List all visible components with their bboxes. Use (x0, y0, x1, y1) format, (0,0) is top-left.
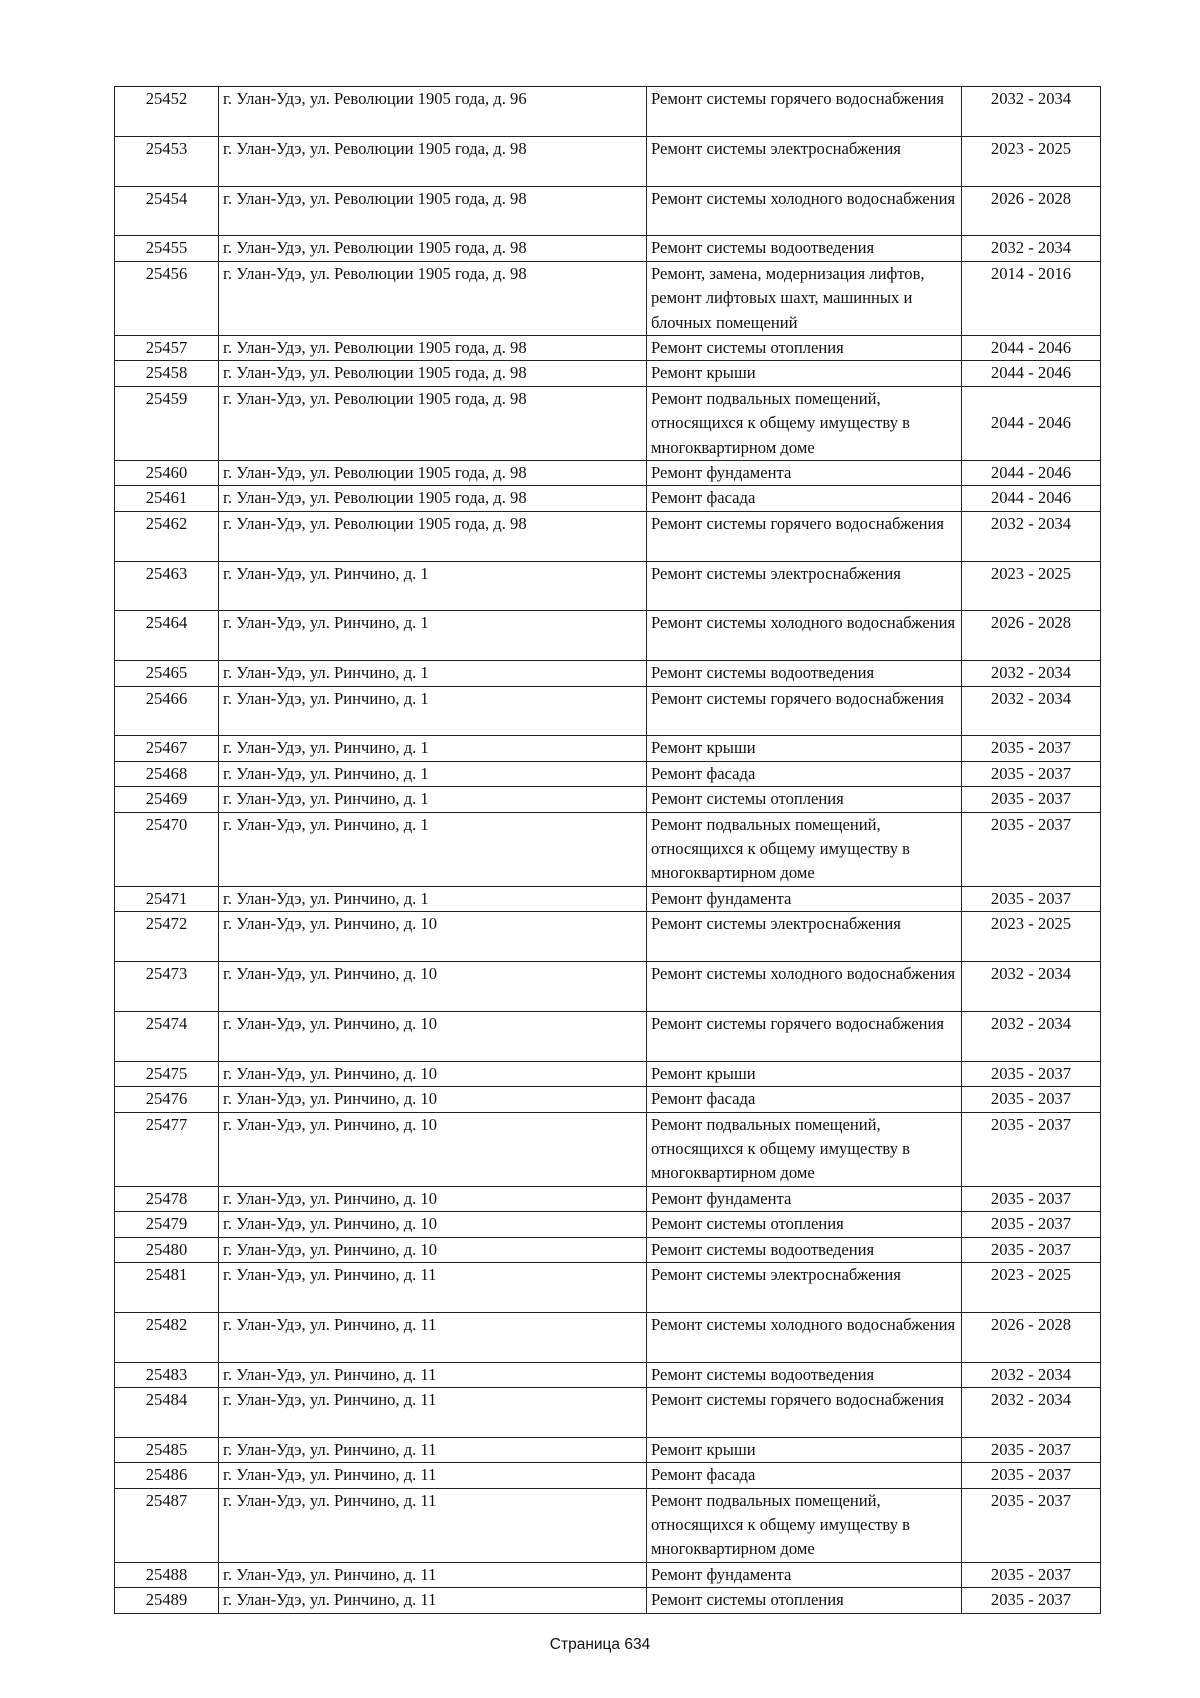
table-row (115, 1186, 1101, 1211)
row-work-cell: Ремонт системы холодного водоснабжения (647, 186, 962, 236)
row-work-cell: Ремонт фундамента (647, 1186, 962, 1211)
row-period-cell: 2035 - 2037 (962, 1112, 1101, 1186)
row-address-cell: г. Улан-Удэ, ул. Ринчино, д. 10 (219, 1087, 647, 1112)
row-address-cell: г. Улан-Удэ, ул. Ринчино, д. 1 (219, 661, 647, 686)
row-period-cell: 2023 - 2025 (962, 912, 1101, 962)
row-address-cell: г. Улан-Удэ, ул. Революции 1905 года, д. 96 (219, 87, 647, 137)
row-address-cell: г. Улан-Удэ, ул. Ринчино, д. 10 (219, 1061, 647, 1086)
table-row (115, 1562, 1101, 1587)
row-work-cell: Ремонт системы отопления (647, 1212, 962, 1237)
row-address-cell: г. Улан-Удэ, ул. Ринчино, д. 10 (219, 912, 647, 962)
row-address-cell: г. Улан-Удэ, ул. Ринчино, д. 11 (219, 1463, 647, 1488)
row-work-cell: Ремонт системы отопления (647, 787, 962, 812)
table-row (115, 611, 1101, 661)
row-address-cell: г. Улан-Удэ, ул. Ринчино, д. 1 (219, 761, 647, 786)
page-number: Страница 634 (549, 1636, 651, 1653)
row-period-cell: 2044 - 2046 (962, 386, 1101, 460)
row-period-cell: 2032 - 2034 (962, 87, 1101, 137)
row-period-cell: 2035 - 2037 (962, 1061, 1101, 1086)
row-period-cell: 2035 - 2037 (962, 1463, 1101, 1488)
row-period-cell: 2023 - 2025 (962, 561, 1101, 611)
row-address-cell: г. Улан-Удэ, ул. Революции 1905 года, д. 98 (219, 386, 647, 460)
row-period-cell: 2032 - 2034 (962, 511, 1101, 561)
row-period-cell: 2035 - 2037 (962, 1437, 1101, 1462)
table-row (115, 361, 1101, 386)
table-row (115, 661, 1101, 686)
row-work-cell: Ремонт подвальных помещений, относящихся к общему имуществу в многоквартирном доме (647, 1488, 962, 1562)
row-address-cell: г. Улан-Удэ, ул. Ринчино, д. 11 (219, 1362, 647, 1387)
row-id-cell: 25488 (115, 1562, 219, 1587)
row-id-cell: 25458 (115, 361, 219, 386)
row-period-cell: 2035 - 2037 (962, 1588, 1101, 1613)
row-id-cell: 25460 (115, 461, 219, 486)
row-period-cell: 2035 - 2037 (962, 1488, 1101, 1562)
row-period-cell: 2023 - 2025 (962, 136, 1101, 186)
table-row (115, 1437, 1101, 1462)
row-address-cell: г. Улан-Удэ, ул. Революции 1905 года, д. 98 (219, 186, 647, 236)
table-row (115, 1237, 1101, 1262)
row-address-cell: г. Улан-Удэ, ул. Ринчино, д. 1 (219, 787, 647, 812)
row-period-cell: 2035 - 2037 (962, 761, 1101, 786)
table-row (115, 511, 1101, 561)
table-row (115, 1588, 1101, 1613)
row-address-cell: г. Улан-Удэ, ул. Ринчино, д. 1 (219, 611, 647, 661)
row-address-cell: г. Улан-Удэ, ул. Ринчино, д. 10 (219, 1011, 647, 1061)
table-row (115, 1112, 1101, 1186)
row-address-cell: г. Улан-Удэ, ул. Революции 1905 года, д. 98 (219, 361, 647, 386)
table-row (115, 1011, 1101, 1061)
row-work-cell: Ремонт системы отопления (647, 336, 962, 361)
table-row (115, 787, 1101, 812)
row-id-cell: 25470 (115, 812, 219, 886)
row-id-cell: 25480 (115, 1237, 219, 1262)
row-period-cell: 2026 - 2028 (962, 1312, 1101, 1362)
row-address-cell: г. Улан-Удэ, ул. Революции 1905 года, д. 98 (219, 486, 647, 511)
row-work-cell: Ремонт системы горячего водоснабжения (647, 1011, 962, 1061)
row-address-cell: г. Улан-Удэ, ул. Ринчино, д. 11 (219, 1488, 647, 1562)
row-id-cell: 25457 (115, 336, 219, 361)
row-period-cell: 2035 - 2037 (962, 736, 1101, 761)
table-row (115, 336, 1101, 361)
row-address-cell: г. Улан-Удэ, ул. Ринчино, д. 1 (219, 686, 647, 736)
row-id-cell: 25463 (115, 561, 219, 611)
row-work-cell: Ремонт фундамента (647, 461, 962, 486)
row-work-cell: Ремонт подвальных помещений, относящихся к общему имуществу в многоквартирном доме (647, 812, 962, 886)
row-id-cell: 25462 (115, 511, 219, 561)
row-id-cell: 25489 (115, 1588, 219, 1613)
row-work-cell: Ремонт фасада (647, 1087, 962, 1112)
row-id-cell: 25464 (115, 611, 219, 661)
row-work-cell: Ремонт подвальных помещений, относящихся к общему имуществу в многоквартирном доме (647, 386, 962, 460)
row-address-cell: г. Улан-Удэ, ул. Революции 1905 года, д. 98 (219, 511, 647, 561)
table-row (115, 561, 1101, 611)
row-period-cell: 2044 - 2046 (962, 486, 1101, 511)
row-work-cell: Ремонт системы водоотведения (647, 661, 962, 686)
table-row (115, 1362, 1101, 1387)
row-period-cell: 2035 - 2037 (962, 1562, 1101, 1587)
row-period-cell: 2035 - 2037 (962, 787, 1101, 812)
row-id-cell: 25479 (115, 1212, 219, 1237)
row-id-cell: 25477 (115, 1112, 219, 1186)
row-id-cell: 25485 (115, 1437, 219, 1462)
row-period-cell: 2032 - 2034 (962, 686, 1101, 736)
row-id-cell: 25456 (115, 261, 219, 335)
row-work-cell: Ремонт системы горячего водоснабжения (647, 511, 962, 561)
row-id-cell: 25469 (115, 787, 219, 812)
table-row (115, 912, 1101, 962)
row-work-cell: Ремонт системы отопления (647, 1588, 962, 1613)
row-work-cell: Ремонт фасада (647, 486, 962, 511)
row-period-cell: 2032 - 2034 (962, 1011, 1101, 1061)
row-work-cell: Ремонт крыши (647, 1061, 962, 1086)
row-period-cell: 2032 - 2034 (962, 1387, 1101, 1437)
row-id-cell: 25454 (115, 186, 219, 236)
table-row (115, 1262, 1101, 1312)
row-work-cell: Ремонт фасада (647, 1463, 962, 1488)
row-address-cell: г. Улан-Удэ, ул. Ринчино, д. 11 (219, 1312, 647, 1362)
table-row (115, 1212, 1101, 1237)
table-row (115, 136, 1101, 186)
row-id-cell: 25461 (115, 486, 219, 511)
table-row (115, 186, 1101, 236)
row-id-cell: 25487 (115, 1488, 219, 1562)
row-id-cell: 25474 (115, 1011, 219, 1061)
table-row (115, 236, 1101, 261)
row-period-cell: 2023 - 2025 (962, 1262, 1101, 1312)
table-row (115, 1488, 1101, 1562)
table-row (115, 486, 1101, 511)
row-work-cell: Ремонт системы электроснабжения (647, 136, 962, 186)
row-work-cell: Ремонт системы холодного водоснабжения (647, 611, 962, 661)
table-row (115, 87, 1101, 137)
row-period-cell: 2026 - 2028 (962, 611, 1101, 661)
table-row (115, 261, 1101, 335)
row-work-cell: Ремонт фасада (647, 761, 962, 786)
row-period-cell: 2032 - 2034 (962, 236, 1101, 261)
row-work-cell: Ремонт системы электроснабжения (647, 561, 962, 611)
row-id-cell: 25471 (115, 886, 219, 911)
row-period-cell: 2014 - 2016 (962, 261, 1101, 335)
row-work-cell: Ремонт системы водоотведения (647, 1362, 962, 1387)
table-body (115, 87, 1101, 1614)
row-work-cell: Ремонт системы холодного водоснабжения (647, 1312, 962, 1362)
row-work-cell: Ремонт системы электроснабжения (647, 912, 962, 962)
row-address-cell: г. Улан-Удэ, ул. Революции 1905 года, д. 98 (219, 261, 647, 335)
table-row (115, 761, 1101, 786)
row-work-cell: Ремонт системы горячего водоснабжения (647, 686, 962, 736)
row-address-cell: г. Улан-Удэ, ул. Ринчино, д. 11 (219, 1262, 647, 1312)
row-period-cell: 2026 - 2028 (962, 186, 1101, 236)
row-period-cell: 2035 - 2037 (962, 812, 1101, 886)
row-address-cell: г. Улан-Удэ, ул. Ринчино, д. 10 (219, 1237, 647, 1262)
row-address-cell: г. Улан-Удэ, ул. Ринчино, д. 10 (219, 1212, 647, 1237)
row-address-cell: г. Улан-Удэ, ул. Революции 1905 года, д. 98 (219, 336, 647, 361)
row-work-cell: Ремонт системы водоотведения (647, 1237, 962, 1262)
row-work-cell: Ремонт системы холодного водоснабжения (647, 962, 962, 1012)
row-work-cell: Ремонт крыши (647, 361, 962, 386)
row-work-cell: Ремонт, замена, модернизация лифтов, ремонт лифтовых шахт, машинных и блочных помещений (647, 261, 962, 335)
row-work-cell: Ремонт фундамента (647, 1562, 962, 1587)
row-work-cell: Ремонт системы горячего водоснабжения (647, 87, 962, 137)
table-row (115, 1463, 1101, 1488)
row-address-cell: г. Улан-Удэ, ул. Ринчино, д. 10 (219, 962, 647, 1012)
row-work-cell: Ремонт крыши (647, 1437, 962, 1462)
row-id-cell: 25466 (115, 686, 219, 736)
table-row (115, 886, 1101, 911)
row-address-cell: г. Улан-Удэ, ул. Революции 1905 года, д. 98 (219, 236, 647, 261)
row-period-cell: 2035 - 2037 (962, 1186, 1101, 1211)
row-id-cell: 25452 (115, 87, 219, 137)
row-period-cell: 2035 - 2037 (962, 1237, 1101, 1262)
row-address-cell: г. Улан-Удэ, ул. Ринчино, д. 1 (219, 812, 647, 886)
row-id-cell: 25459 (115, 386, 219, 460)
row-address-cell: г. Улан-Удэ, ул. Ринчино, д. 1 (219, 886, 647, 911)
table-row (115, 1312, 1101, 1362)
row-period-cell: 2035 - 2037 (962, 886, 1101, 911)
row-id-cell: 25476 (115, 1087, 219, 1112)
row-work-cell: Ремонт подвальных помещений, относящихся к общему имуществу в многоквартирном доме (647, 1112, 962, 1186)
row-id-cell: 25486 (115, 1463, 219, 1488)
table-row (115, 962, 1101, 1012)
row-work-cell: Ремонт крыши (647, 736, 962, 761)
row-address-cell: г. Улан-Удэ, ул. Ринчино, д. 10 (219, 1186, 647, 1211)
row-id-cell: 25468 (115, 761, 219, 786)
table-row (115, 386, 1101, 460)
row-address-cell: г. Улан-Удэ, ул. Ринчино, д. 11 (219, 1588, 647, 1613)
row-id-cell: 25483 (115, 1362, 219, 1387)
row-address-cell: г. Улан-Удэ, ул. Ринчино, д. 11 (219, 1387, 647, 1437)
row-work-cell: Ремонт системы горячего водоснабжения (647, 1387, 962, 1437)
row-work-cell: Ремонт системы электроснабжения (647, 1262, 962, 1312)
repair-schedule-table (114, 86, 1101, 1614)
row-period-cell: 2032 - 2034 (962, 661, 1101, 686)
row-id-cell: 25473 (115, 962, 219, 1012)
row-work-cell: Ремонт системы водоотведения (647, 236, 962, 261)
row-period-cell: 2032 - 2034 (962, 1362, 1101, 1387)
row-address-cell: г. Улан-Удэ, ул. Ринчино, д. 1 (219, 561, 647, 611)
table-row (115, 1387, 1101, 1437)
row-period-cell: 2044 - 2046 (962, 461, 1101, 486)
row-id-cell: 25475 (115, 1061, 219, 1086)
row-id-cell: 25478 (115, 1186, 219, 1211)
table-row (115, 686, 1101, 736)
row-id-cell: 25465 (115, 661, 219, 686)
table-row (115, 1087, 1101, 1112)
row-period-cell: 2032 - 2034 (962, 962, 1101, 1012)
row-period-cell: 2044 - 2046 (962, 361, 1101, 386)
row-address-cell: г. Улан-Удэ, ул. Ринчино, д. 10 (219, 1112, 647, 1186)
row-address-cell: г. Улан-Удэ, ул. Ринчино, д. 11 (219, 1562, 647, 1587)
row-address-cell: г. Улан-Удэ, ул. Ринчино, д. 1 (219, 736, 647, 761)
table-row (115, 812, 1101, 886)
row-period-cell: 2044 - 2046 (962, 336, 1101, 361)
table-row (115, 736, 1101, 761)
row-address-cell: г. Улан-Удэ, ул. Революции 1905 года, д. 98 (219, 461, 647, 486)
row-id-cell: 25453 (115, 136, 219, 186)
row-period-cell: 2035 - 2037 (962, 1212, 1101, 1237)
row-period-cell: 2035 - 2037 (962, 1087, 1101, 1112)
table-row (115, 461, 1101, 486)
table-row (115, 1061, 1101, 1086)
row-id-cell: 25481 (115, 1262, 219, 1312)
row-id-cell: 25455 (115, 236, 219, 261)
row-work-cell: Ремонт фундамента (647, 886, 962, 911)
row-id-cell: 25484 (115, 1387, 219, 1437)
row-address-cell: г. Улан-Удэ, ул. Ринчино, д. 11 (219, 1437, 647, 1462)
row-id-cell: 25482 (115, 1312, 219, 1362)
row-id-cell: 25472 (115, 912, 219, 962)
row-address-cell: г. Улан-Удэ, ул. Революции 1905 года, д. 98 (219, 136, 647, 186)
row-id-cell: 25467 (115, 736, 219, 761)
